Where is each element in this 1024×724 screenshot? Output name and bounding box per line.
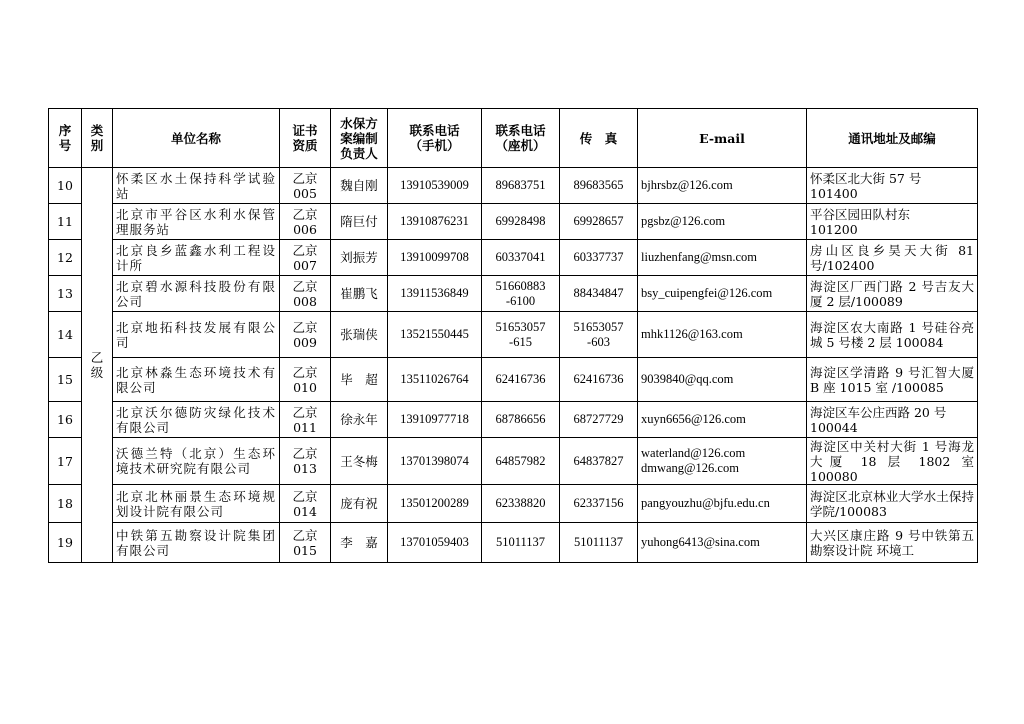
plan-lead-cell: 庞有祝 xyxy=(331,485,388,523)
table-row xyxy=(49,312,978,358)
header-landline: 联系电话 （座机） xyxy=(482,109,560,168)
seq-cell: 14 xyxy=(49,312,82,358)
header-fax: 传 真 xyxy=(560,109,638,168)
certificate-cell: 乙京 009 xyxy=(280,312,331,358)
mobile-cell: 13910876231 xyxy=(388,204,482,240)
certificate-cell: 乙京 015 xyxy=(280,523,331,563)
plan-lead-cell: 刘振芳 xyxy=(331,240,388,276)
email-cell: pangyouzhu@bjfu.edu.cn xyxy=(638,485,807,523)
fax-cell: 64837827 xyxy=(560,438,638,485)
unit-name-cell: 北京碧水源科技股份有限公司 xyxy=(113,276,280,312)
certificate-cell: 乙京 014 xyxy=(280,485,331,523)
fax-cell: 62416736 xyxy=(560,358,638,402)
header-plan-lead: 水保方 案编制 负责人 xyxy=(331,109,388,168)
header-certificate: 证书 资质 xyxy=(280,109,331,168)
address-cell: 怀柔区北大街 57 号 101400 xyxy=(807,168,978,204)
seq-cell: 10 xyxy=(49,168,82,204)
email-cell: waterland@126.com dmwang@126.com xyxy=(638,438,807,485)
email-cell: mhk1126@163.com xyxy=(638,312,807,358)
email-cell: yuhong6413@sina.com xyxy=(638,523,807,563)
landline-cell: 51011137 xyxy=(482,523,560,563)
plan-lead-cell: 张瑞侠 xyxy=(331,312,388,358)
mobile-cell: 13701398074 xyxy=(388,438,482,485)
unit-name-cell: 北京北林丽景生态环境规划设计院有限公司 xyxy=(113,485,280,523)
email-cell: pgsbz@126.com xyxy=(638,204,807,240)
landline-cell: 51660883 -6100 xyxy=(482,276,560,312)
mobile-cell: 13701059403 xyxy=(388,523,482,563)
email-cell: liuzhenfang@msn.com xyxy=(638,240,807,276)
mobile-cell: 13501200289 xyxy=(388,485,482,523)
certificate-cell: 乙京 005 xyxy=(280,168,331,204)
mobile-cell: 13911536849 xyxy=(388,276,482,312)
plan-lead-cell: 李 嘉 xyxy=(331,523,388,563)
fax-cell: 60337737 xyxy=(560,240,638,276)
address-cell: 平谷区园田队村东 101200 xyxy=(807,204,978,240)
unit-name-cell: 北京地拓科技发展有限公司 xyxy=(113,312,280,358)
seq-cell: 12 xyxy=(49,240,82,276)
fax-cell: 51011137 xyxy=(560,523,638,563)
fax-cell: 62337156 xyxy=(560,485,638,523)
address-cell: 海淀区学清路 9 号汇智大厦 B 座 1015 室 /100085 xyxy=(807,358,978,402)
plan-lead-cell: 徐永年 xyxy=(331,402,388,438)
table-row xyxy=(49,204,978,240)
email-cell: bjhrsbz@126.com xyxy=(638,168,807,204)
seq-cell: 18 xyxy=(49,485,82,523)
landline-cell: 89683751 xyxy=(482,168,560,204)
category-cell: 乙 级 xyxy=(82,168,113,563)
mobile-cell: 13521550445 xyxy=(388,312,482,358)
unit-name-cell: 怀柔区水土保持科学试验站 xyxy=(113,168,280,204)
table-row xyxy=(49,168,978,204)
mobile-cell: 13910539009 xyxy=(388,168,482,204)
email-cell: xuyn6656@126.com xyxy=(638,402,807,438)
mobile-cell: 13910099708 xyxy=(388,240,482,276)
certificate-cell: 乙京 007 xyxy=(280,240,331,276)
header-address: 通讯地址及邮编 xyxy=(807,109,978,168)
address-cell: 海淀区车公庄西路 20 号 100044 xyxy=(807,402,978,438)
seq-cell: 17 xyxy=(49,438,82,485)
plan-lead-cell: 魏自刚 xyxy=(331,168,388,204)
certificate-cell: 乙京 008 xyxy=(280,276,331,312)
seq-cell: 16 xyxy=(49,402,82,438)
header-category: 类 别 xyxy=(82,109,113,168)
address-cell: 大兴区康庄路 9 号中铁第五勘察设计院 环境工 xyxy=(807,523,978,563)
fax-cell: 89683565 xyxy=(560,168,638,204)
seq-cell: 13 xyxy=(49,276,82,312)
address-cell: 房山区良乡昊天大街 81 号/102400 xyxy=(807,240,978,276)
address-cell: 海淀区厂西门路 2 号吉友大厦 2 层/100089 xyxy=(807,276,978,312)
seq-cell: 15 xyxy=(49,358,82,402)
header-mobile: 联系电话 （手机） xyxy=(388,109,482,168)
unit-name-cell: 沃德兰特（北京）生态环境技术研究院有限公司 xyxy=(113,438,280,485)
table-row xyxy=(49,402,978,438)
landline-cell: 62416736 xyxy=(482,358,560,402)
landline-cell: 69928498 xyxy=(482,204,560,240)
table-row xyxy=(49,523,978,563)
table-row xyxy=(49,358,978,402)
mobile-cell: 13910977718 xyxy=(388,402,482,438)
unit-name-cell: 北京市平谷区水利水保管理服务站 xyxy=(113,204,280,240)
header-seq: 序 号 xyxy=(49,109,82,168)
qualification-table xyxy=(48,108,978,563)
landline-cell: 51653057 -615 xyxy=(482,312,560,358)
header-email: E-mail xyxy=(638,109,807,168)
plan-lead-cell: 崔鹏飞 xyxy=(331,276,388,312)
certificate-cell: 乙京 013 xyxy=(280,438,331,485)
table-row xyxy=(49,438,978,485)
email-cell: 9039840@qq.com xyxy=(638,358,807,402)
fax-cell: 88434847 xyxy=(560,276,638,312)
fax-cell: 51653057 -603 xyxy=(560,312,638,358)
fax-cell: 69928657 xyxy=(560,204,638,240)
plan-lead-cell: 王冬梅 xyxy=(331,438,388,485)
unit-name-cell: 中铁第五勘察设计院集团有限公司 xyxy=(113,523,280,563)
unit-name-cell: 北京林淼生态环境技术有限公司 xyxy=(113,358,280,402)
seq-cell: 19 xyxy=(49,523,82,563)
certificate-cell: 乙京 010 xyxy=(280,358,331,402)
table-row xyxy=(49,485,978,523)
email-cell: bsy_cuipengfei@126.com xyxy=(638,276,807,312)
table-row xyxy=(49,240,978,276)
unit-name-cell: 北京良乡蓝鑫水利工程设计所 xyxy=(113,240,280,276)
landline-cell: 62338820 xyxy=(482,485,560,523)
header-row xyxy=(49,109,978,168)
seq-cell: 11 xyxy=(49,204,82,240)
landline-cell: 68786656 xyxy=(482,402,560,438)
address-cell: 海淀区农大南路 1 号硅谷亮城 5 号楼 2 层 100084 xyxy=(807,312,978,358)
mobile-cell: 13511026764 xyxy=(388,358,482,402)
plan-lead-cell: 毕 超 xyxy=(331,358,388,402)
landline-cell: 64857982 xyxy=(482,438,560,485)
landline-cell: 60337041 xyxy=(482,240,560,276)
certificate-cell: 乙京 011 xyxy=(280,402,331,438)
certificate-cell: 乙京 006 xyxy=(280,204,331,240)
plan-lead-cell: 隋巨付 xyxy=(331,204,388,240)
fax-cell: 68727729 xyxy=(560,402,638,438)
address-cell: 海淀区北京林业大学水土保持学院/100083 xyxy=(807,485,978,523)
unit-name-cell: 北京沃尔德防灾绿化技术有限公司 xyxy=(113,402,280,438)
table-row xyxy=(49,276,978,312)
header-unit-name: 单位名称 xyxy=(113,109,280,168)
address-cell: 海淀区中关村大街 1 号海龙大厦 18 层 1802 室 100080 xyxy=(807,438,978,485)
